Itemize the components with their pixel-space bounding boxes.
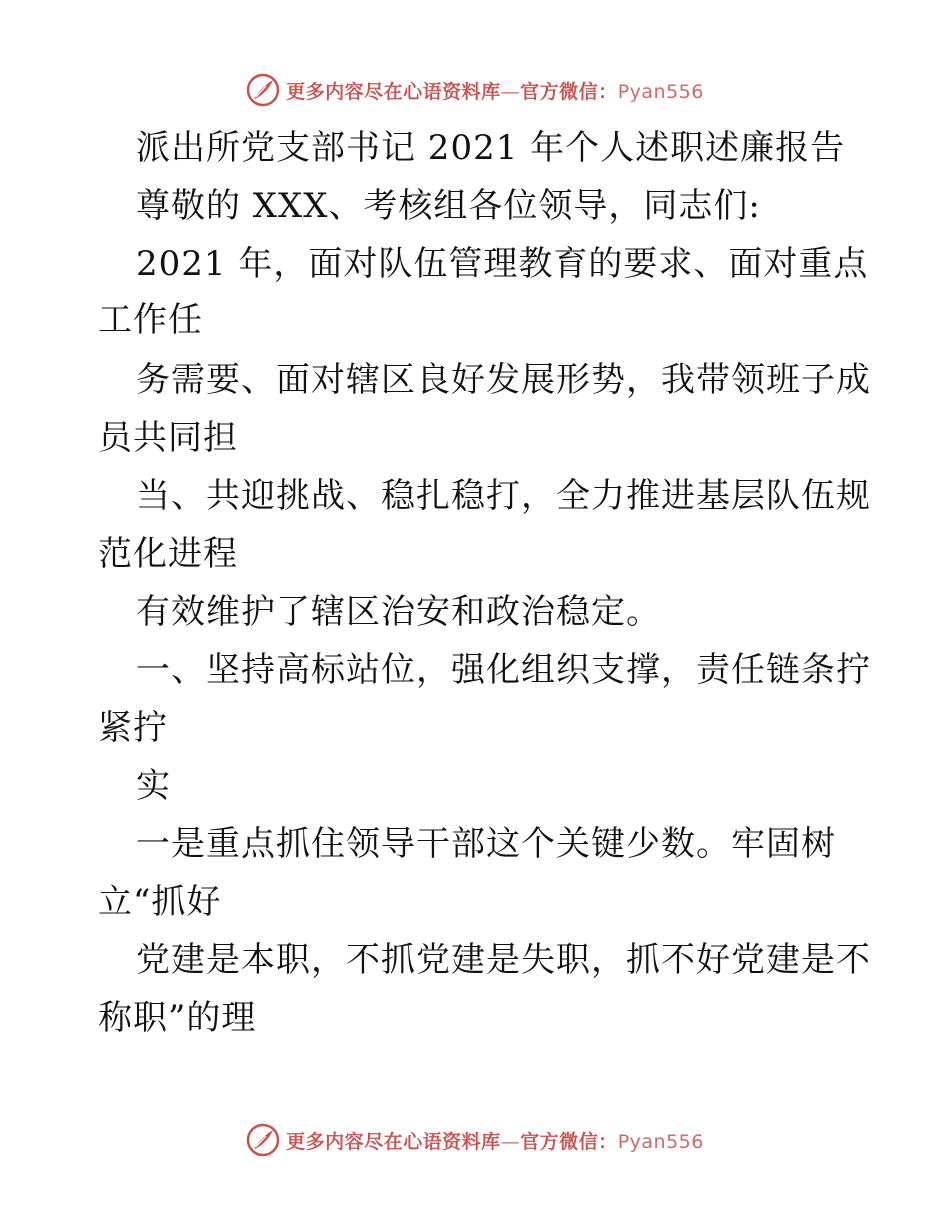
quill-logo-icon: [246, 1123, 280, 1157]
section-heading-cont: 实: [136, 766, 171, 806]
watermark-official: 官方微信: [520, 1130, 599, 1153]
watermark-text: [286, 1127, 704, 1154]
watermark-text: [286, 77, 704, 104]
paragraph-line: 一是重点抓住领导干部这个关键少数。牢固树: [136, 824, 836, 864]
watermark-dash: —: [500, 1130, 521, 1153]
salutation: 尊敬的 XXX、考核组各位领导，同志们:: [136, 186, 761, 226]
paragraph-line: 立“抓好: [98, 882, 222, 922]
paragraph-line: 称职”的理: [98, 998, 257, 1038]
watermark-sep: ：: [598, 1130, 618, 1153]
section-heading-cont: 紧拧: [98, 708, 168, 748]
paragraph-line: 员共同担: [98, 418, 238, 458]
watermark-main: 更多内容尽在心语资料库: [286, 1130, 501, 1153]
watermark-dash: —: [500, 80, 521, 103]
paragraph-line: 党建是本职，不抓党建是失职，抓不好党建是不: [136, 940, 871, 980]
section-heading: 一、坚持高标站位，强化组织支撑，责任链条拧: [136, 650, 871, 690]
document-title: 派出所党支部书记 2021 年个人述职述廉报告: [136, 128, 846, 168]
watermark-main: 更多内容尽在心语资料库: [286, 80, 501, 103]
watermark-official: 官方微信: [520, 80, 599, 103]
paragraph-line: 当、共迎挑战、稳扎稳打，全力推进基层队伍规: [136, 476, 871, 516]
quill-logo-icon: [246, 73, 280, 107]
paragraph-line: 2021 年，面对队伍管理教育的要求、面对重点: [136, 244, 869, 284]
paragraph-line: 务需要、面对辖区良好发展形势，我带领班子成: [136, 360, 871, 400]
paragraph-line: 有效维护了辖区治安和政治稳定。: [136, 592, 661, 632]
watermark-id: Pyan556: [617, 80, 704, 103]
paragraph-line: 范化进程: [98, 534, 238, 574]
watermark-id: Pyan556: [617, 1130, 704, 1153]
footer-watermark: [0, 1120, 950, 1160]
header-watermark: [0, 70, 950, 110]
watermark-sep: ：: [598, 80, 618, 103]
paragraph-line: 工作任: [98, 300, 203, 340]
